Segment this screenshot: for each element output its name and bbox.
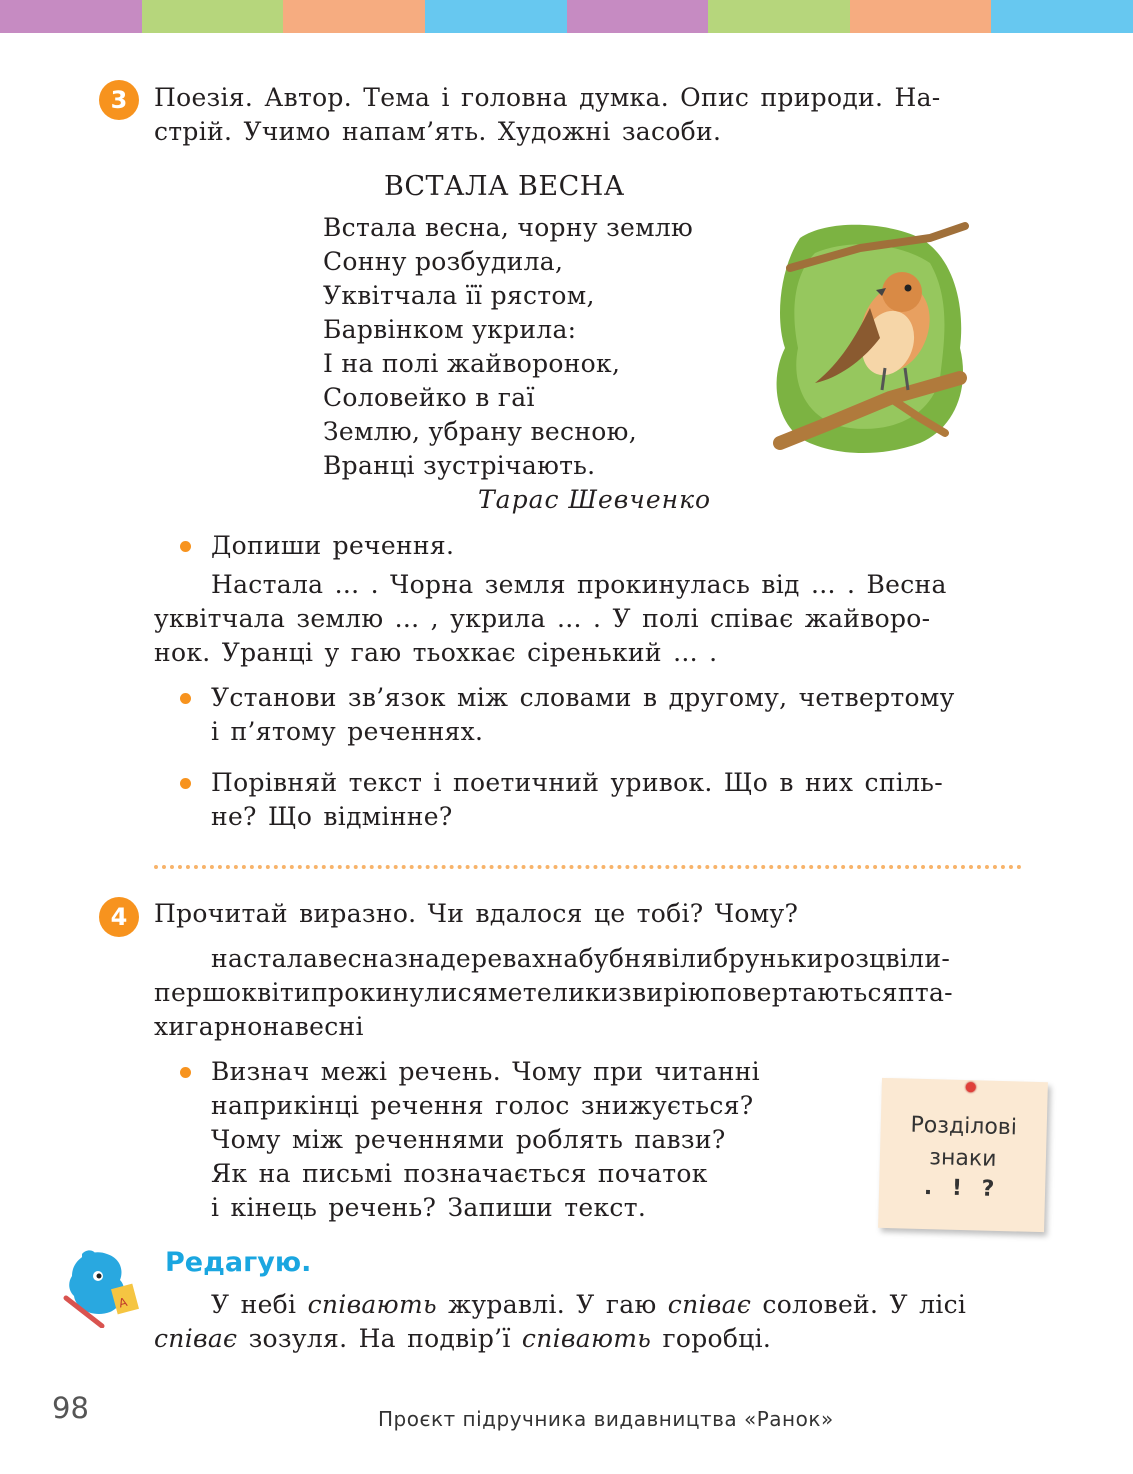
footer-credit: Проєкт підручника видавництва «Ранок» [378,1407,834,1431]
poem-line: І на полі жайворонок, [323,349,621,378]
poem-line: Вранці зустрічають. [323,451,596,480]
task-4-intro: Прочитай виразно. Чи вдалося це тобі? Чому? [154,899,799,928]
sticky-note-punctuation: . ! ? [923,1174,1001,1202]
bullet [180,541,191,552]
svg-text:А: А [117,1294,129,1311]
pin-icon [966,1082,976,1092]
poem-title: ВСТАЛА ВЕСНА [384,171,625,202]
mascot-icon [62,1248,146,1328]
task-3-bullet-2-line-1: Установи зв’язок між словами в другому, четвертому [211,683,955,712]
poem-line: Сонну розбудила, [323,247,564,276]
section-divider [154,865,1022,869]
task-3-exercise-line-3: нок. Уранці у гаю тьохкає сіренький ... . [154,638,718,667]
color-strip [0,0,1133,33]
task-4-bullet-line-4: Як на письмі позначається початок [211,1159,708,1188]
bullet [180,778,191,789]
page-number: 98 [52,1391,89,1425]
task-3-bullet-3-line-1: Порівняй текст і поетичний уривок. Що в них спіль- [211,768,943,797]
task-3-badge: 3 [99,80,139,120]
poem-line: Барвінком укрила: [323,315,577,344]
poem-line: Землю, убрану весною, [323,417,637,446]
task-4-bullet-line-3: Чому між реченнями роблять павзи? [211,1125,726,1154]
task-4-bullet-line-1: Визнач межі речень. Чому при читанні [211,1057,760,1086]
sticky-note-line-1: Розділові [910,1112,1018,1141]
poem-line: Встала весна, чорну землю [323,213,694,242]
color-strip-segment [850,0,992,33]
bird-illustration [770,218,970,460]
task-3-intro-line-2: стрій. Учимо напам’ять. Художні засоби. [154,117,722,146]
task-4-bullet-line-5: і кінець речень? Запиши текст. [211,1193,647,1222]
task-4-text-line-2: першоквітипрокинулисяметеликизвиріюповертаютьсяпта- [154,978,953,1007]
color-strip-segment [142,0,284,33]
sticky-note [878,1078,1048,1232]
edit-line-2: співає зозуля. На подвір’ї співають горобці. [154,1324,772,1353]
poem-author: Тарас Шевченко [478,485,712,514]
bullet [180,1067,191,1078]
task-3-exercise-line-1: Настала ... . Чорна земля прокинулась від ... . Весна [211,570,947,599]
task-3-exercise-line-2: уквітчала землю ... , укрила ... . У полі співає жайворо- [154,604,931,633]
color-strip-segment [425,0,567,33]
task-4-text-line-3: хигарнонавесні [154,1012,364,1041]
task-4-bullet-line-2: наприкінці речення голос знижується? [211,1091,754,1120]
edit-heading: Редагую. [165,1247,312,1278]
task-3-bullet-1: Допиши речення. [211,531,455,560]
task-3-bullet-3-line-2: не? Що відмінне? [211,802,453,831]
color-strip-segment [991,0,1133,33]
task-3-intro-line-1: Поезія. Автор. Тема і головна думка. Опис природи. На- [154,83,941,112]
color-strip-segment [0,0,142,33]
color-strip-segment [283,0,425,33]
bullet [180,693,191,704]
task-4-badge: 4 [99,897,139,937]
edit-line-1: У небі співають журавлі. У гаю співає соловей. У лісі [211,1290,967,1319]
poem-line: Уквітчала її рястом, [323,281,595,310]
color-strip-segment [708,0,850,33]
task-3-bullet-2-line-2: і п’ятому реченнях. [211,717,484,746]
sticky-note-line-2: знаки [929,1145,997,1172]
color-strip-segment [567,0,709,33]
task-4-text-line-1: насталавесназнадеревахнабубнявілибрунькирозцвіли- [211,944,951,973]
poem-line: Соловейко в гаї [323,383,535,412]
